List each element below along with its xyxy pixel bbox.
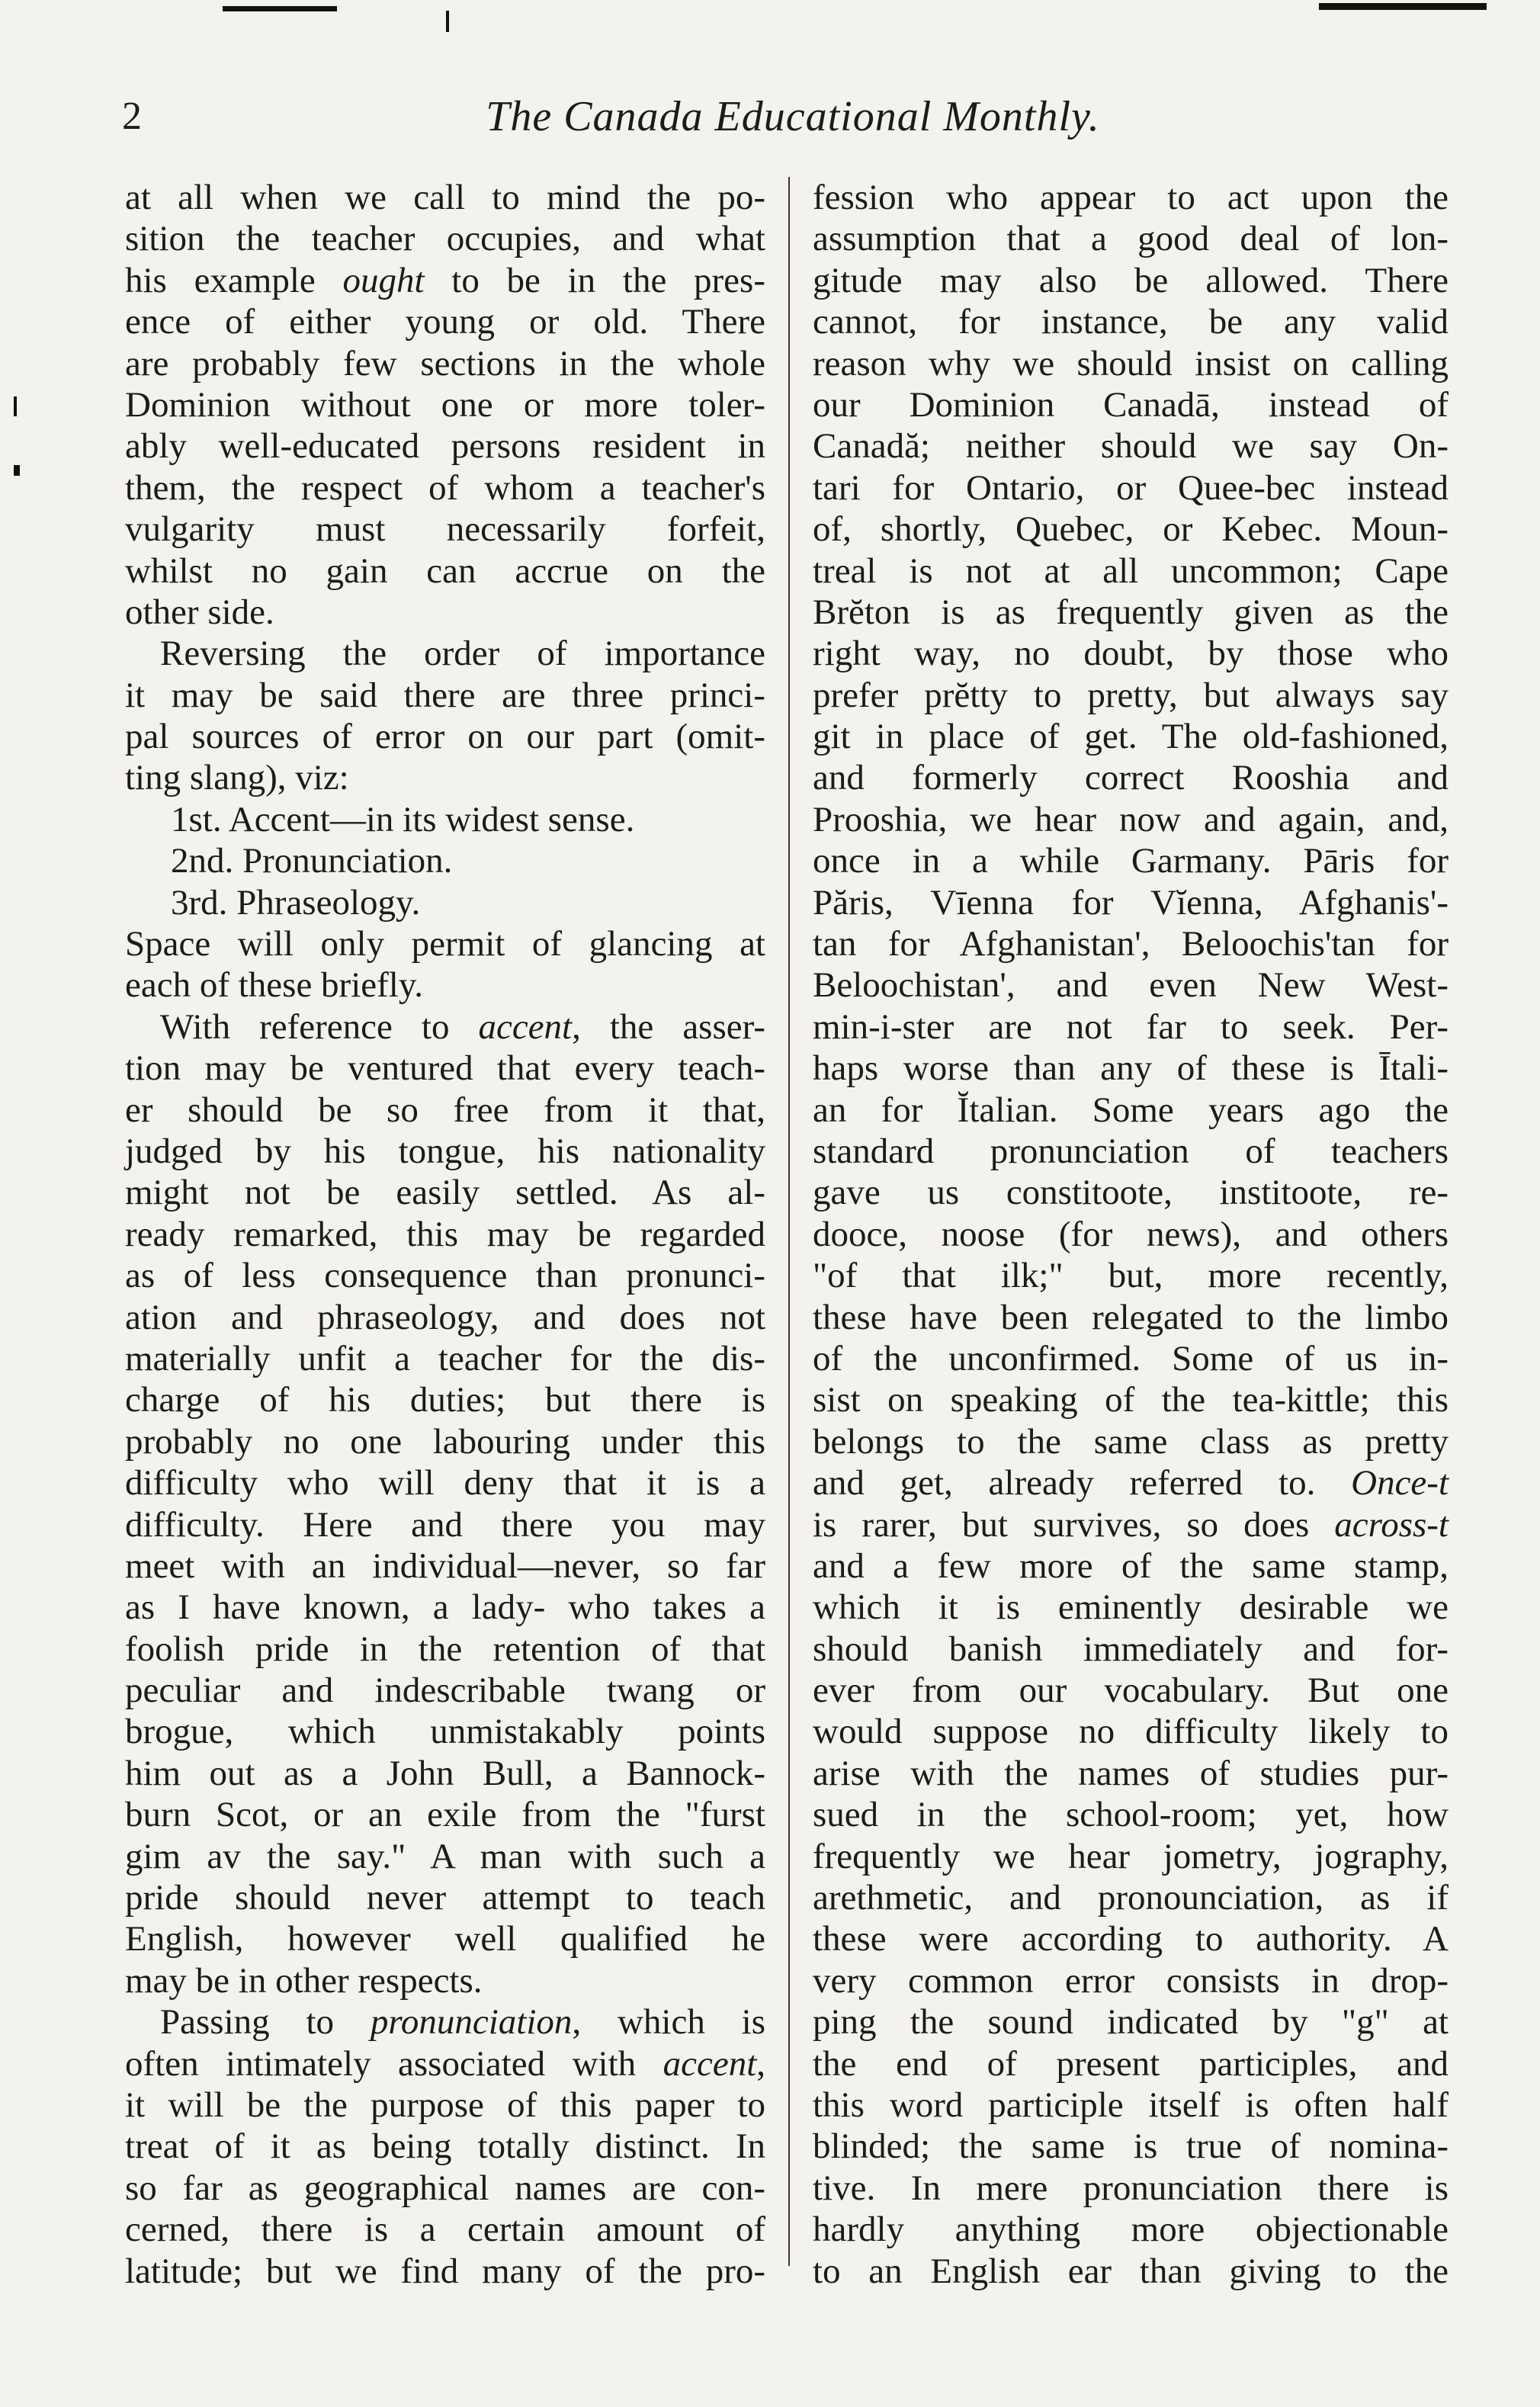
text-line: the end of present participles, and: [813, 2043, 1449, 2084]
text-line: sist on speaking of the tea-kittle; this: [813, 1380, 1449, 1420]
text-line: and a few more of the same stamp,: [813, 1545, 1449, 1586]
text-line: these have been relegated to the limbo: [813, 1297, 1449, 1337]
text-line: gim av the say." A man with such a: [125, 1836, 765, 1876]
page-header: [122, 82, 1464, 151]
text-line: should banish immediately and for-: [813, 1629, 1449, 1669]
text-line: Dominion without one or more toler-: [125, 384, 765, 425]
text-line: very common error consists in drop-: [813, 1960, 1449, 2001]
text-line: foolish pride in the retention of that: [125, 1629, 765, 1669]
text-line: Păris, Vīenna for Vĭenna, Afghanis'-: [813, 882, 1449, 923]
text-line: pal sources of error on our part (omit-: [125, 717, 765, 757]
text-line: probably no one labouring under this: [125, 1421, 765, 1462]
text-line: to an English ear than giving to the: [813, 2251, 1449, 2291]
text-line: would suppose no difficulty likely to: [813, 1712, 1449, 1752]
text-line: it may be said there are three princi-: [125, 675, 765, 715]
text-line: assumption that a good deal of lon-: [813, 219, 1449, 259]
text-line: ever from our vocabulary. But one: [813, 1670, 1449, 1711]
text-line: materially unfit a teacher for the dis-: [125, 1338, 765, 1378]
text-line: frequently we hear jometry, jography,: [813, 1836, 1449, 1876]
text-line: difficulty. Here and there you may: [125, 1504, 765, 1545]
text-line: is rarer, but survives, so does across-t: [813, 1504, 1449, 1545]
text-line: charge of his duties; but there is: [125, 1380, 765, 1420]
text-line: meet with an individual—never, so far: [125, 1545, 765, 1586]
text-line: them, the respect of whom a teacher's: [125, 467, 765, 508]
text-line: might not be easily settled. As al-: [125, 1173, 765, 1213]
text-line: Passing to pronunciation, which is: [160, 2002, 765, 2043]
text-line: tive. In mere pronunciation there is: [813, 2168, 1449, 2208]
scan-artifact-mark: [14, 396, 17, 416]
text-line: burn Scot, or an exile from the "furst: [125, 1795, 765, 1835]
text-line: our Dominion Canadā, instead of: [813, 384, 1449, 425]
text-line: er should be so free from it that,: [125, 1090, 765, 1130]
text-line: are probably few sections in the whole: [125, 343, 765, 384]
scan-artifact-mark: [223, 6, 337, 11]
text-line: Reversing the order of importance: [160, 634, 765, 674]
page-number: 2: [122, 95, 142, 138]
text-line: min-i-ster are not far to seek. Per-: [813, 1006, 1449, 1047]
scan-artifact-mark: [14, 465, 20, 476]
text-line: this word participle itself is often half: [813, 2084, 1449, 2125]
text-line: vulgarity must necessarily forfeit,: [125, 509, 765, 550]
text-line: With reference to accent, the asser-: [160, 1006, 765, 1047]
text-line: brogue, which unmistakably points: [125, 1712, 765, 1752]
text-line: Beloochistan', and even New West-: [813, 965, 1449, 1006]
text-line: git in place of get. The old-fashioned,: [813, 717, 1449, 757]
text-line: belongs to the same class as pretty: [813, 1421, 1449, 1462]
text-line: may be in other respects.: [125, 1960, 483, 2001]
text-line: ready remarked, this may be regarded: [125, 1214, 765, 1254]
text-line: whilst no gain can accrue on the: [125, 550, 765, 591]
italic-word: across-t: [1334, 1504, 1449, 1545]
text-line: tion may be ventured that every teach-: [125, 1048, 765, 1089]
text-line: which it is eminently desirable we: [813, 1587, 1449, 1628]
text-line: latitude; but we find many of the pro-: [125, 2251, 765, 2291]
text-line: tan for Afghanistan', Beloochis'tan for: [813, 924, 1449, 964]
text-line: peculiar and indescribable twang or: [125, 1670, 765, 1711]
text-line: "of that ilk;" but, more recently,: [813, 1256, 1449, 1296]
italic-word: pronunciation: [370, 2002, 573, 2043]
list-item: 1st. Accent—in its widest sense.: [171, 799, 635, 839]
text-line: arise with the names of studies pur-: [813, 1753, 1449, 1793]
text-line: pride should never attempt to teach: [125, 1878, 765, 1918]
text-line: dooce, noose (for news), and others: [813, 1214, 1449, 1254]
italic-word: Once-t: [1351, 1463, 1449, 1504]
text-line: sued in the school-room; yet, how: [813, 1795, 1449, 1835]
italic-word: accent: [663, 2043, 757, 2084]
text-line: ence of either young or old. There: [125, 302, 765, 342]
text-line: fession who appear to act upon the: [813, 178, 1449, 217]
scan-artifact-mark: [1319, 3, 1487, 10]
text-line: prefer prĕtty to pretty, but always say: [813, 675, 1449, 715]
text-line: treal is not at all uncommon; Cape: [813, 550, 1449, 591]
text-line: ably well-educated persons resident in: [125, 426, 765, 467]
text-line: ping the sound indicated by "g" at: [813, 2002, 1449, 2043]
text-line: Prooshia, we hear now and again, and,: [813, 799, 1449, 839]
text-line: English, however well qualified he: [125, 1919, 765, 1959]
text-line: ting slang), viz:: [125, 758, 349, 798]
text-line: his example ought to be in the pres-: [125, 260, 765, 300]
text-line: of, shortly, Quebec, or Kebec. Moun-: [813, 509, 1449, 550]
list-item: 2nd. Pronunciation.: [171, 841, 453, 881]
text-line: other side.: [125, 592, 274, 632]
text-line: ation and phraseology, and does not: [125, 1297, 765, 1337]
text-line: arethmetic, and pronounciation, as if: [813, 1878, 1449, 1918]
text-line: cerned, there is a certain amount of: [125, 2210, 765, 2250]
text-line: haps worse than any of these is Ītali-: [813, 1048, 1449, 1089]
text-line: him out as a John Bull, a Bannock-: [125, 1753, 765, 1793]
text-line: standard pronunciation of teachers: [813, 1131, 1449, 1171]
text-line: and get, already referred to. Once-t: [813, 1463, 1449, 1504]
text-line: these were according to authority. A: [813, 1919, 1449, 1959]
text-line: cannot, for instance, be any valid: [813, 302, 1449, 342]
text-line: blinded; the same is true of nomina-: [813, 2126, 1449, 2167]
right-column: [813, 177, 1449, 2292]
text-line: once in a while Garmany. Pāris for: [813, 841, 1449, 881]
text-line: an for Ĭtalian. Some years ago the: [813, 1090, 1449, 1130]
list-item: 3rd. Phraseology.: [171, 882, 421, 923]
text-line: often intimately associated with accent,: [125, 2043, 765, 2084]
text-line: Space will only permit of glancing at: [125, 924, 765, 964]
left-column: [125, 177, 765, 2292]
text-line: each of these briefly.: [125, 965, 424, 1006]
italic-word: accent: [478, 1006, 573, 1047]
text-line: judged by his tongue, his nationality: [125, 1131, 765, 1171]
text-line: gave us constitoote, institoote, re-: [813, 1173, 1449, 1213]
text-line: difficulty who will deny that it is a: [125, 1463, 765, 1504]
text-line: so far as geographical names are con-: [125, 2168, 765, 2208]
text-line: sition the teacher occupies, and what: [125, 219, 765, 259]
running-title: The Canada Educational Monthly.: [486, 93, 1100, 140]
text-line: Brĕton is as frequently given as the: [813, 592, 1449, 632]
text-line: right way, no doubt, by those who: [813, 634, 1449, 674]
scan-artifact-mark: [446, 11, 449, 32]
column-divider: [788, 177, 790, 2266]
text-line: as I have known, a lady- who takes a: [125, 1587, 765, 1628]
text-line: tari for Ontario, or Quee-bec instead: [813, 467, 1449, 508]
text-line: as of less consequence than pronunci-: [125, 1256, 765, 1296]
text-line: and formerly correct Rooshia and: [813, 758, 1449, 798]
text-line: treat of it as being totally distinct. In: [125, 2126, 765, 2167]
text-line: it will be the purpose of this paper to: [125, 2084, 765, 2125]
text-line: gitude may also be allowed. There: [813, 260, 1449, 300]
text-line: at all when we call to mind the po-: [125, 178, 765, 217]
text-line: Canadă; neither should we say On-: [813, 426, 1449, 467]
text-line: reason why we should insist on calling: [813, 343, 1449, 384]
text-line: hardly anything more objectionable: [813, 2210, 1449, 2250]
italic-word: ought: [342, 260, 425, 300]
text-line: of the unconfirmed. Some of us in-: [813, 1338, 1449, 1378]
